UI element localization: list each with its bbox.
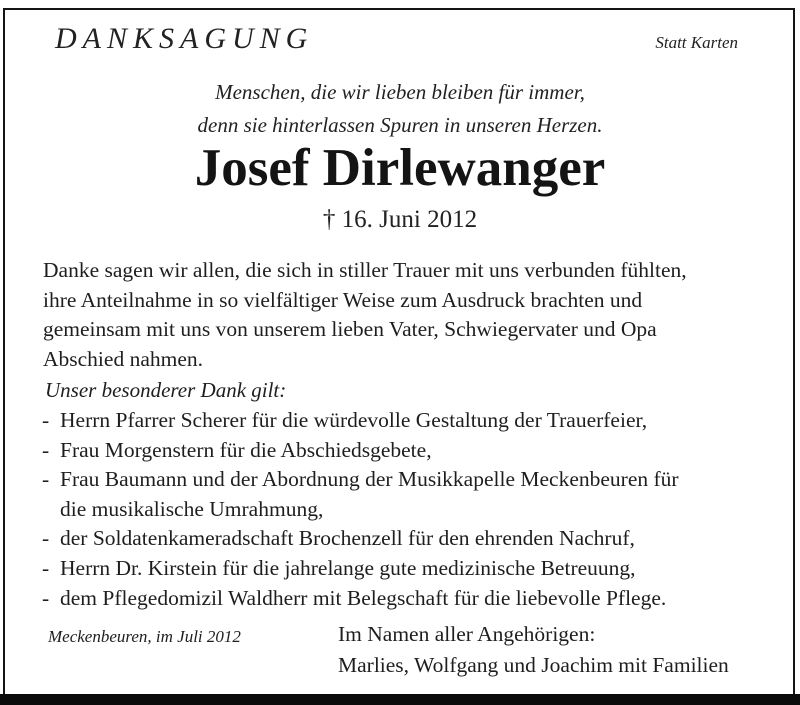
thanks-item-line-1: Frau Baumann und der Abordnung der Musikkapelle Meckenbeuren für xyxy=(60,467,679,492)
thanks-item-text: Frau Morgenstern für die Abschiedsgebete, xyxy=(60,437,432,462)
deceased-name: Josef Dirlewanger xyxy=(194,139,606,197)
list-dash: - xyxy=(42,585,50,610)
thanks-item xyxy=(42,436,756,466)
death-date: † 16. Juni 2012 xyxy=(322,206,478,233)
intro-line-1: Danke sagen wir allen, die sich in stiller Trauer mit uns verbunden fühlten, xyxy=(43,258,687,282)
thanks-item xyxy=(42,524,756,554)
list-dash: - xyxy=(42,526,50,551)
intro-line-3: gemeinsam mit uns von unserem lieben Vater, Schwiegervater und Opa xyxy=(43,317,657,342)
thanks-item xyxy=(42,465,756,524)
list-dash: - xyxy=(42,408,50,432)
intro-paragraph xyxy=(43,256,771,374)
epigraph xyxy=(0,76,800,142)
thanks-item-text: Herrn Pfarrer Scherer für die würdevolle Gestaltung der Trauerfeier, xyxy=(60,408,648,432)
bottom-rule-bar xyxy=(0,694,800,705)
thanks-item-text: Herrn Dr. Kirstein für die jahrelange gute medizinische Betreuung, xyxy=(60,555,636,580)
thanks-item-text xyxy=(60,465,679,524)
list-dash: - xyxy=(42,555,50,580)
thanks-list xyxy=(42,406,756,613)
closing-line-2: Marlies, Wolfgang und Joachim mit Familien xyxy=(338,652,729,677)
closing-block xyxy=(338,619,729,680)
epigraph-line-2: denn sie hinterlassen Spuren in unseren Herzen. xyxy=(197,113,603,137)
thanks-item xyxy=(42,406,756,436)
thanks-item xyxy=(42,584,756,614)
list-dash: - xyxy=(42,437,50,462)
epigraph-line-1: Menschen, die wir lieben bleiben für immer, xyxy=(215,80,585,104)
place-and-date: Meckenbeuren, im Juli 2012 xyxy=(48,627,241,646)
kicker-danksagung: DANKSAGUNG xyxy=(55,22,314,55)
kicker-note-statt-karten: Statt Karten xyxy=(655,33,738,52)
thanks-item-text: der Soldatenkameradschaft Brochenzell für den ehrenden Nachruf, xyxy=(60,526,635,551)
closing-line-1: Im Namen aller Angehörigen: xyxy=(338,622,596,646)
thanks-item xyxy=(42,554,756,584)
thanks-heading: Unser besonderer Dank gilt: xyxy=(45,378,287,402)
intro-line-2: ihre Anteilnahme in so vielfältiger Weise zum Ausdruck brachten und xyxy=(43,287,643,312)
list-dash: - xyxy=(42,467,50,492)
thanks-item-text: dem Pflegedomizil Waldherr mit Belegschaft für die liebevolle Pflege. xyxy=(60,585,667,610)
thanks-item-line-2: die musikalische Umrahmung, xyxy=(60,496,324,521)
notice-header xyxy=(55,22,738,56)
intro-line-4: Abschied nahmen. xyxy=(43,346,204,371)
